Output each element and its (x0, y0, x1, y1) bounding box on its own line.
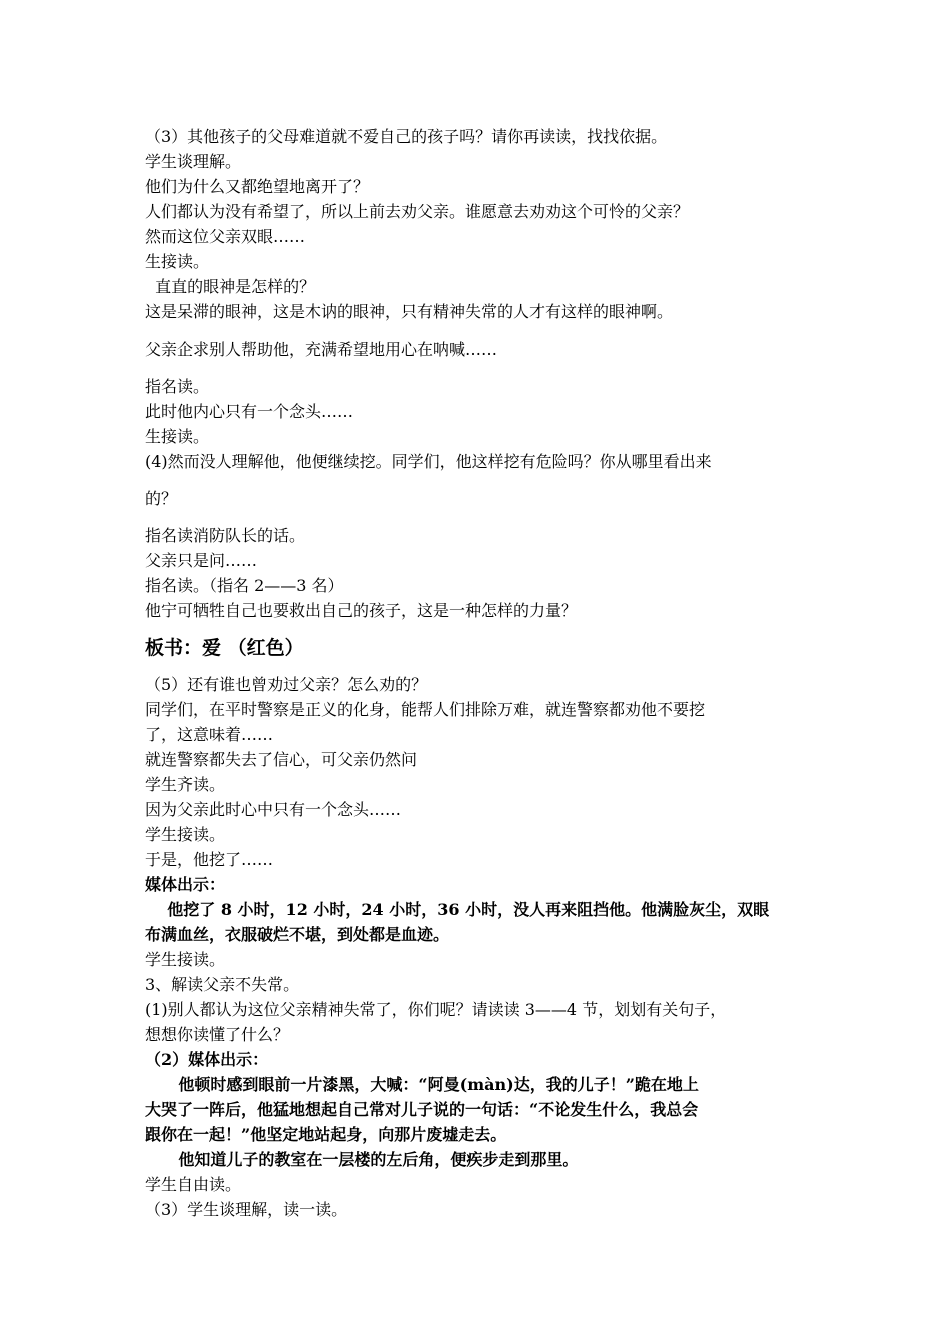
media-text-line: 他顿时感到眼前一片漆黑，大喊：“阿曼(màn)达，我的儿子！”跪在地上 (145, 1075, 699, 1094)
text-line: 指名读。 (145, 377, 210, 396)
text-line: 因为父亲此时心中只有一个念头…… (145, 800, 402, 819)
text-line: 生接读。 (145, 252, 210, 271)
text-line: 了，这意味着…… (145, 725, 274, 744)
text-line: 他宁可牺牲自己也要救出自己的孩子，这是一种怎样的力量？ (145, 601, 578, 620)
board-heading: 板书：爱 （红色） (145, 637, 304, 659)
media-text-line: 大哭了一阵后，他猛地想起自己常对儿子说的一句话：“不论发生什么，我总会 (145, 1100, 699, 1119)
text-line: 同学们，在平时警察是正义的化身，能帮人们排除万难，就连警察都劝他不要挖 (145, 700, 706, 719)
media-label: 媒体出示： (145, 875, 226, 894)
text-line: 于是，他挖了…… (145, 850, 274, 869)
text-line: 学生接读。 (145, 950, 226, 969)
text-line: 想想你读懂了什么？ (145, 1025, 290, 1044)
text-line: 指名读消防队长的话。 (145, 526, 306, 545)
text-line: 这是呆滞的眼神，这是木讷的眼神，只有精神失常的人才有这样的眼神啊。 (145, 302, 674, 321)
section-heading: 3、解读父亲不失常。 (145, 975, 300, 994)
text-line: （3）其他孩子的父母难道就不爱自己的孩子吗？请你再读读，找找依据。 (145, 127, 668, 146)
text-line: （3）学生谈理解，读一读。 (145, 1200, 348, 1219)
text-line: (1)别人都认为这位父亲精神失常了，你们呢？请读读 3——4 节，划划有关句子， (145, 1000, 727, 1019)
media-text-line: 跟你在一起！”他坚定地站起身，向那片废墟走去。 (145, 1125, 507, 1144)
text-line: 指名读。（指名 2——3 名） (145, 576, 344, 595)
text-line: 就连警察都失去了信心，可父亲仍然问 (145, 750, 418, 769)
text-line: 学生接读。 (145, 825, 226, 844)
media-label: （2）媒体出示： (145, 1050, 269, 1069)
text-line: 直直的眼神是怎样的？ (145, 277, 316, 296)
text-line: 此时他内心只有一个念头…… (145, 402, 354, 421)
media-text-line: 他知道儿子的教室在一层楼的左后角，便疾步走到那里。 (145, 1150, 579, 1169)
text-line: 学生齐读。 (145, 775, 226, 794)
media-text-line: 布满血丝，衣服破烂不堪，到处都是血迹。 (145, 925, 450, 944)
text-line: 的？ (145, 489, 178, 508)
text-line: （5）还有谁也曾劝过父亲？怎么劝的？ (145, 675, 428, 694)
text-line: 然而这位父亲双眼…… (145, 227, 306, 246)
media-text-line: 他挖了 8 小时，12 小时，24 小时，36 小时，没人再来阻挡他。他满脸灰尘，双眼 (145, 900, 770, 919)
text-line: 人们都认为没有希望了，所以上前去劝父亲。谁愿意去劝劝这个可怜的父亲？ (145, 202, 690, 221)
text-line: 父亲只是问…… (145, 551, 258, 570)
text-line: 父亲企求别人帮助他，充满希望地用心在呐喊…… (145, 340, 498, 359)
text-line: 学生谈理解。 (145, 152, 242, 171)
text-line: 学生自由读。 (145, 1175, 242, 1194)
text-line: 生接读。 (145, 427, 210, 446)
text-line: 他们为什么又都绝望地离开了？ (145, 177, 370, 196)
text-line: (4)然而没人理解他，他便继续挖。同学们，他这样挖有危险吗？你从哪里看出来 (145, 452, 712, 471)
